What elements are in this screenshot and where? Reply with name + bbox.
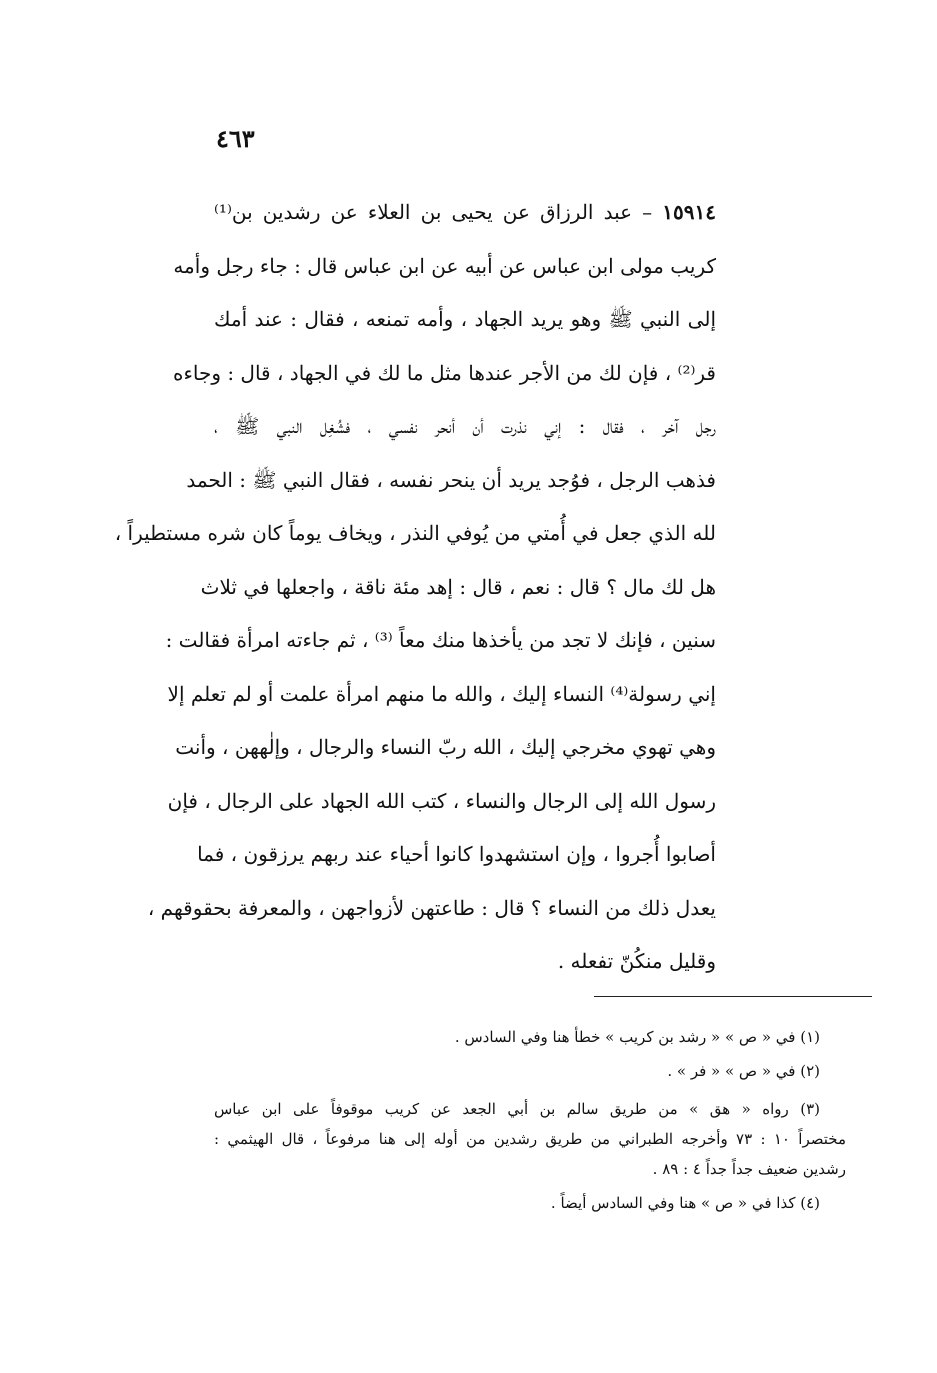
footnote-2: (٢) في « ص » « فر » .: [667, 1062, 820, 1080]
body-line-2: كريب مولى ابن عباس عن أبيه عن ابن عباس قال : جاء رجل وأمه: [173, 253, 716, 278]
body-line-1: [214, 186, 716, 240]
body-line-10: إني رسولة⁽⁴⁾ النساء إليك ، والله ما منهم امرأة علمت أو لم تعلم إلا: [167, 681, 716, 706]
body-line-11: وهي تهوي مخرجي إليك ، الله ربّ النساء والرجال ، وإلٰههن ، وأنت: [175, 735, 716, 759]
body-line-6: فذهب الرجل ، فوُجد يريد أن ينحر نفسه ، فقال النبي ﷺ : الحمد: [186, 467, 716, 492]
body-line-12: رسول الله إلى الرجال والنساء ، كتب الله الجهاد على الرجال ، فإن: [167, 788, 716, 813]
footnote-4: (٤) كذا في « ص » هنا وفي السادس أيضاً .: [550, 1194, 820, 1212]
hadith-number: ١٥٩١٤: [662, 200, 717, 224]
footnote-1: (١) في « ص » « رشد بن كريب » خطأ هنا وفي السادس .: [454, 1028, 820, 1046]
body-line-4: قر⁽²⁾ ، فإن لك من الأجر عندها مثل ما لك في الجهاد ، قال : وجاءه: [172, 360, 716, 385]
body-line-9: سنين ، فإنك لا تجد من يأخذها منك معاً ⁽³⁾ ، ثم جاءته امرأة فقالت :: [165, 628, 716, 652]
footnotes: [214, 1022, 846, 1218]
footnote-3-line-2: مختصراً ١٠ : ٧٣ وأخرجه الطبراني من طريق رشدين من أوله إلى هنا مرفوعاً ، قال الهيثمي :: [214, 1130, 846, 1148]
page-number: ٤٦٣: [216, 124, 255, 153]
body-line-1-text: – عبد الرزاق عن يحيى بن العلاء عن رشدين بن⁽¹⁾: [214, 200, 653, 224]
hadith-body: [114, 186, 717, 989]
footnote-3-line-3: رشدين ضعيف جداً جداً ٤ : ٨٩ .: [652, 1160, 846, 1178]
body-line-3: إلى النبي ﷺ وهو يريد الجهاد ، وأمه تمنعه ، فقال : عند أمك: [214, 307, 716, 331]
body-line-7: لله الذي جعل في أُمتي من يُوفي النذر ، ويخاف يوماً كان شره مستطيراً ،: [114, 521, 716, 545]
body-line-15: وقليل منكُنّ تفعله .: [557, 949, 716, 973]
footnote-3-line-1: (٣) رواه « هق » من طريق سالم بن أبي الجعد عن كريب موقوفاً على ابن عباس: [214, 1100, 820, 1118]
footnote-divider: [594, 996, 872, 997]
footnote-spacer: [214, 1086, 846, 1094]
body-line-13: أصابوا أُجروا ، وإن استشهدوا كانوا أحياء عند ربهم يرزقون ، فما: [197, 842, 716, 866]
body-line-8: هل لك مال ؟ قال : نعم ، قال : إهد مئة ناقة ، واجعلها في ثلاث: [200, 574, 716, 599]
body-line-14: يعدل ذلك من النساء ؟ قال : طاعتهن لأزواجهن ، والمعرفة بحقوقهم ،: [147, 895, 716, 920]
body-line-5: رجل آخر ، فقال : إني نذرت أن أنحر نفسي ، فشُغِل النبي ﷺ ،: [214, 414, 716, 438]
